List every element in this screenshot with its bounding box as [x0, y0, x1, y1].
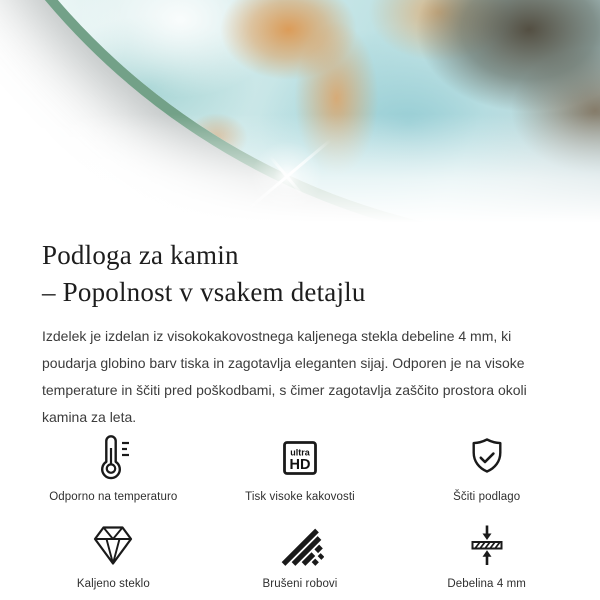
page-title-line1: Podloga za kamin — [42, 240, 239, 270]
product-description: Izdelek je izdelan iz visokokakovostnega kaljenega stekla debeline 4 mm, ki poudarja globino barv tiska in zagotavlja eleganten sijaj. Odporen je na visoke temperature in ščiti pred poškodbami, s čimer zagotavlja zaščito prostora okoli kamina za leta. — [42, 328, 527, 425]
thickness-icon — [463, 519, 511, 569]
feature-label: Brušeni robovi — [262, 578, 338, 590]
feature-print-quality — [207, 432, 394, 503]
diamond-icon — [89, 519, 137, 569]
feature-polished-edges — [207, 519, 394, 590]
product-image — [0, 0, 600, 232]
feature-label: Kaljeno steklo — [76, 578, 150, 590]
svg-text:ultra: ultra — [290, 447, 310, 458]
feature-label: Tisk visoke kakovosti — [245, 491, 355, 503]
shield-check-icon — [463, 432, 511, 482]
feature-protects-surface — [393, 432, 580, 503]
page-title-line2: – Popolnost v vsakem detajlu — [42, 277, 366, 307]
feature-grid — [0, 432, 600, 590]
feature-thickness — [393, 519, 580, 590]
feature-temperature — [20, 432, 207, 503]
ultra-hd-icon — [276, 432, 324, 482]
feature-label: Odporno na temperaturo — [49, 491, 178, 503]
product-description-section — [0, 237, 600, 431]
svg-text:HD: HD — [289, 457, 311, 473]
image-bottom-fade — [0, 114, 600, 232]
thermometer-icon — [89, 432, 137, 482]
feature-tempered-glass — [20, 519, 207, 590]
feature-label: Debelina 4 mm — [447, 578, 526, 590]
beveled-edge-icon — [276, 519, 324, 569]
page-title — [42, 237, 558, 311]
feature-label: Ščiti podlago — [453, 491, 521, 503]
